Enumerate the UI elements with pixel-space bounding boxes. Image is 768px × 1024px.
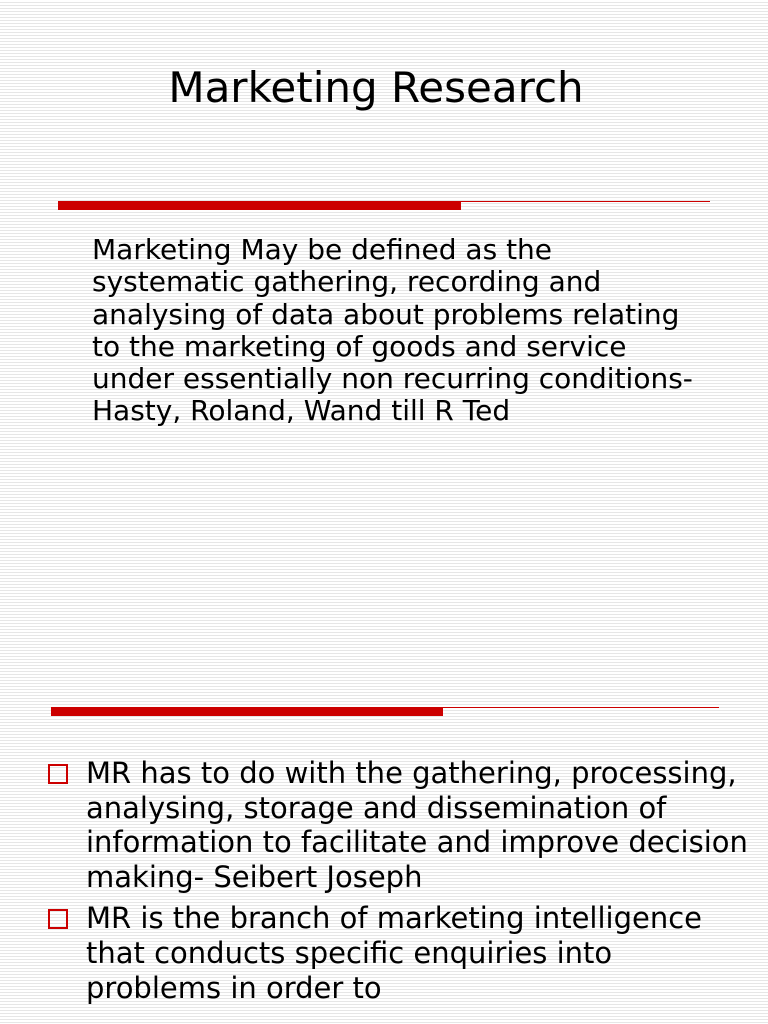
title-divider (58, 201, 710, 210)
hollow-square-bullet-icon (48, 764, 68, 784)
definition-text: Marketing May be defined as the systematic gathering, recording and analysing of data about problems relating to the marketing of goods and service under essentially non recurring conditions- Hasty, Roland, Wand till R Ted (92, 233, 693, 428)
divider-thick-bar (51, 708, 443, 716)
hollow-square-bullet-icon (48, 909, 68, 929)
bullet-text: MR has to do with the gathering, processing, analysing, storage and dissemination of information to facilitate and improve decision making- Seibert Joseph (86, 756, 748, 894)
slide-title: Marketing Research (168, 63, 584, 112)
bullet-item (48, 901, 748, 1005)
bullet-text: MR is the branch of marketing intelligence that conducts specific enquiries into problems in order to (86, 901, 702, 1005)
divider-thin-line (58, 201, 710, 202)
bullet-list (48, 756, 748, 1012)
bullet-item (48, 756, 748, 894)
divider-thin-line (51, 707, 719, 708)
divider-thick-bar (58, 202, 461, 210)
section-divider (51, 707, 719, 716)
